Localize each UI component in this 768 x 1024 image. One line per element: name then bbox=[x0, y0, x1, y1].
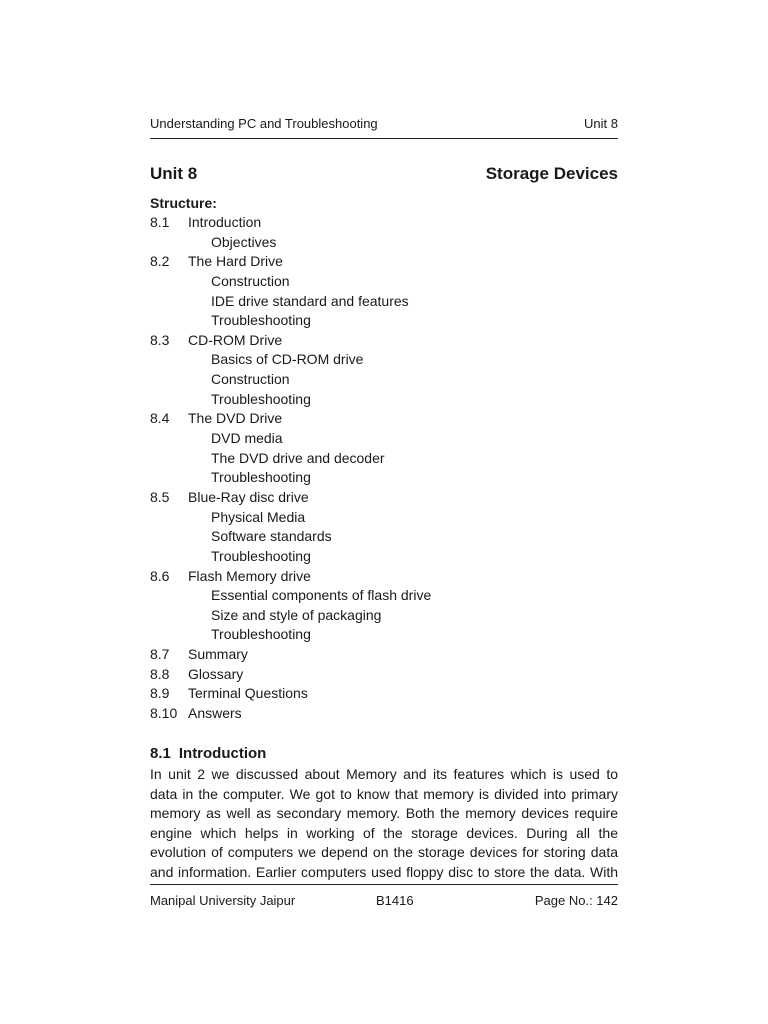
toc-item-number: 8.3 bbox=[150, 331, 170, 348]
toc-subitem bbox=[150, 311, 618, 331]
toc-subitem bbox=[150, 370, 618, 390]
table-of-contents bbox=[150, 213, 618, 724]
toc-item-title: Summary bbox=[188, 646, 248, 663]
toc-subitem bbox=[150, 468, 618, 488]
toc-item-title: Glossary bbox=[188, 665, 244, 682]
toc-item bbox=[150, 252, 618, 272]
toc-item-number: 8.5 bbox=[150, 488, 170, 505]
toc-item-title: Troubleshooting bbox=[211, 469, 311, 486]
toc-subitem bbox=[150, 547, 618, 567]
paragraph-line-text: and information. Earlier computers used floppy disc to store the data. With bbox=[150, 863, 618, 880]
section-heading bbox=[150, 744, 266, 764]
toc-item-title: Troubleshooting bbox=[211, 626, 311, 643]
toc-item-number: 8.7 bbox=[150, 646, 170, 663]
toc-subitem bbox=[150, 508, 618, 528]
paragraph-line-text: memory as well as secondary memory. Both the memory devices require bbox=[150, 805, 618, 822]
paragraph-line-text: engine which helps in working of the storage devices. During all the bbox=[150, 824, 618, 841]
paragraph-line bbox=[150, 863, 618, 883]
toc-item-title: Essential components of flash drive bbox=[211, 587, 432, 604]
toc-subitem bbox=[150, 350, 618, 370]
section-number: 8.1 bbox=[150, 745, 171, 762]
paragraph-line bbox=[150, 785, 618, 805]
running-header bbox=[150, 116, 618, 139]
toc-item-number: 8.9 bbox=[150, 685, 170, 702]
intro-paragraph bbox=[150, 765, 618, 883]
toc-item-title: Software standards bbox=[211, 528, 332, 545]
toc-subitem bbox=[150, 272, 618, 292]
toc-item-number: 8.2 bbox=[150, 253, 170, 270]
toc-item-title: Answers bbox=[188, 705, 242, 722]
document-page bbox=[150, 0, 618, 1024]
unit-number: Unit 8 bbox=[150, 164, 198, 183]
toc-subitem bbox=[150, 527, 618, 547]
toc-item-title: DVD media bbox=[211, 430, 283, 447]
toc-item-number: 8.8 bbox=[150, 665, 170, 682]
paragraph-line-text: data in the computer. We got to know that memory is divided into primary bbox=[150, 785, 618, 802]
toc-item-number: 8.4 bbox=[150, 410, 170, 427]
toc-item-title: Size and style of packaging bbox=[211, 606, 382, 623]
unit-title bbox=[150, 163, 618, 185]
toc-subitem bbox=[150, 606, 618, 626]
toc-item-title: Physical Media bbox=[211, 508, 306, 525]
toc-item-title: Flash Memory drive bbox=[188, 567, 311, 584]
toc-item-title: The DVD Drive bbox=[188, 410, 283, 427]
paragraph-line bbox=[150, 765, 618, 785]
toc-item-title: The Hard Drive bbox=[188, 253, 283, 270]
toc-item-title: Blue-Ray disc drive bbox=[188, 488, 309, 505]
unit-heading: Storage Devices bbox=[485, 164, 618, 183]
toc-item bbox=[150, 488, 618, 508]
toc-subitem bbox=[150, 586, 618, 606]
paragraph-line bbox=[150, 824, 618, 844]
running-footer bbox=[150, 884, 618, 913]
toc-item-title: Construction bbox=[211, 371, 290, 388]
toc-item bbox=[150, 409, 618, 429]
paragraph-line-text: In unit 2 we discussed about Memory and its features which is used to bbox=[150, 766, 618, 782]
toc-item-number: 8.1 bbox=[150, 214, 170, 230]
paragraph-line-text: evolution of computers we depend on the storage devices for storing data bbox=[150, 844, 618, 861]
toc-subitem bbox=[150, 625, 618, 645]
book-title: Understanding PC and Troubleshooting bbox=[150, 116, 378, 131]
toc-item-title: CD-ROM Drive bbox=[188, 331, 283, 348]
toc-subitem bbox=[150, 449, 618, 469]
footer-page-number: Page No.: 142 bbox=[534, 893, 618, 908]
toc-item-title: The DVD drive and decoder bbox=[211, 449, 385, 466]
toc-item bbox=[150, 331, 618, 351]
toc-item-title: Introduction bbox=[188, 214, 262, 230]
toc-item-title: Troubleshooting bbox=[211, 390, 311, 407]
footer-university: Manipal University Jaipur bbox=[150, 893, 296, 908]
structure-label: Structure: bbox=[150, 195, 217, 211]
toc-item-number: 8.6 bbox=[150, 567, 170, 584]
toc-item bbox=[150, 665, 618, 685]
toc-item-title: Objectives bbox=[211, 233, 277, 250]
toc-item bbox=[150, 567, 618, 587]
header-unit-label: Unit 8 bbox=[584, 116, 618, 131]
toc-item-title: Basics of CD-ROM drive bbox=[211, 351, 364, 368]
paragraph-line bbox=[150, 843, 618, 863]
section-title: Introduction bbox=[178, 745, 267, 762]
toc-item bbox=[150, 684, 618, 704]
paragraph-line bbox=[150, 804, 618, 824]
toc-subitem bbox=[150, 390, 618, 410]
toc-item-title: Terminal Questions bbox=[188, 685, 308, 702]
toc-subitem bbox=[150, 233, 618, 253]
toc-subitem bbox=[150, 429, 618, 449]
toc-item-title: Troubleshooting bbox=[211, 547, 311, 564]
footer-course-code: B1416 bbox=[376, 893, 414, 908]
toc-item-number: 8.10 bbox=[150, 705, 178, 722]
toc-item-title: Troubleshooting bbox=[211, 312, 311, 329]
toc-item bbox=[150, 645, 618, 665]
toc-item bbox=[150, 704, 618, 724]
toc-item-title: IDE drive standard and features bbox=[211, 292, 409, 309]
toc-subitem bbox=[150, 292, 618, 312]
toc-item bbox=[150, 213, 618, 233]
toc-item-title: Construction bbox=[211, 272, 290, 289]
